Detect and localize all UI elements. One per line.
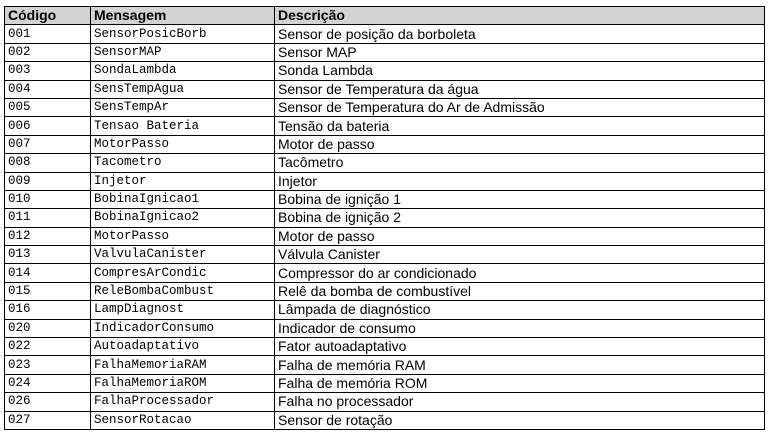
header-row [5,7,765,25]
table-row [5,374,765,392]
code-cell: 027 [5,411,91,429]
description-cell: Válvula Canister [275,246,765,264]
description-cell: Compressor do ar condicionado [275,264,765,282]
table-row [5,209,765,227]
table-row [5,117,765,135]
description-cell: Sensor de Temperatura da água [275,80,765,98]
message-cell: BobinaIgnicao1 [91,190,275,208]
message-cell: IndicadorConsumo [91,319,275,337]
table-row [5,25,765,43]
message-cell: Tacometro [91,154,275,172]
message-cell: Tensao Bateria [91,117,275,135]
message-cell: CompresArCondic [91,264,275,282]
table-row [5,282,765,300]
table-row [5,98,765,116]
message-cell: Autoadaptativo [91,338,275,356]
table-row [5,227,765,245]
message-cell: Injetor [91,172,275,190]
table-row [5,43,765,61]
description-cell: Sensor de rotação [275,411,765,429]
table-row [5,135,765,153]
table-row [5,80,765,98]
table-row [5,264,765,282]
message-cell: FalhaMemoriaROM [91,374,275,392]
code-cell: 011 [5,209,91,227]
table-row [5,246,765,264]
message-cell: SensorRotacao [91,411,275,429]
code-cell: 015 [5,282,91,300]
message-cell: SensTempAgua [91,80,275,98]
description-cell: Sonda Lambda [275,62,765,80]
code-cell: 001 [5,25,91,43]
table-row [5,154,765,172]
message-cell: LampDiagnost [91,301,275,319]
table-row [5,301,765,319]
code-cell: 009 [5,172,91,190]
header-descricao: Descrição [275,7,765,25]
description-cell: Bobina de ignição 1 [275,190,765,208]
message-cell: SensorPosicBorb [91,25,275,43]
message-cell: MotorPasso [91,227,275,245]
description-cell: Lâmpada de diagnóstico [275,301,765,319]
table-row [5,356,765,374]
description-cell: Tensão da bateria [275,117,765,135]
table-row [5,393,765,411]
description-cell: Sensor de posição da borboleta [275,25,765,43]
description-cell: Sensor de Temperatura do Ar de Admissão [275,98,765,116]
code-cell: 006 [5,117,91,135]
table-body [5,25,765,430]
error-code-table [4,6,765,430]
description-cell: Falha de memória RAM [275,356,765,374]
table-row [5,411,765,429]
code-cell: 024 [5,374,91,392]
description-cell: Falha no processador [275,393,765,411]
table-row [5,62,765,80]
message-cell: FalhaProcessador [91,393,275,411]
header-codigo: Código [5,7,91,25]
code-cell: 003 [5,62,91,80]
description-cell: Falha de memória ROM [275,374,765,392]
table-header [5,7,765,25]
table-row [5,338,765,356]
message-cell: ValvulaCanister [91,246,275,264]
header-mensagem: Mensagem [91,7,275,25]
code-cell: 023 [5,356,91,374]
code-cell: 016 [5,301,91,319]
code-cell: 010 [5,190,91,208]
code-cell: 004 [5,80,91,98]
description-cell: Motor de passo [275,135,765,153]
code-cell: 020 [5,319,91,337]
message-cell: MotorPasso [91,135,275,153]
code-cell: 013 [5,246,91,264]
table-row [5,172,765,190]
code-cell: 008 [5,154,91,172]
code-cell: 007 [5,135,91,153]
message-cell: SensTempAr [91,98,275,116]
code-cell: 026 [5,393,91,411]
code-cell: 014 [5,264,91,282]
description-cell: Injetor [275,172,765,190]
message-cell: SensorMAP [91,43,275,61]
description-cell: Sensor MAP [275,43,765,61]
code-cell: 005 [5,98,91,116]
description-cell: Fator autoadaptativo [275,338,765,356]
message-cell: ReleBombaCombust [91,282,275,300]
description-cell: Indicador de consumo [275,319,765,337]
table-row [5,190,765,208]
table-row [5,319,765,337]
code-cell: 012 [5,227,91,245]
code-cell: 022 [5,338,91,356]
message-cell: SondaLambda [91,62,275,80]
message-cell: FalhaMemoriaRAM [91,356,275,374]
description-cell: Motor de passo [275,227,765,245]
message-cell: BobinaIgnicao2 [91,209,275,227]
description-cell: Relê da bomba de combustível [275,282,765,300]
description-cell: Bobina de ignição 2 [275,209,765,227]
code-cell: 002 [5,43,91,61]
description-cell: Tacômetro [275,154,765,172]
